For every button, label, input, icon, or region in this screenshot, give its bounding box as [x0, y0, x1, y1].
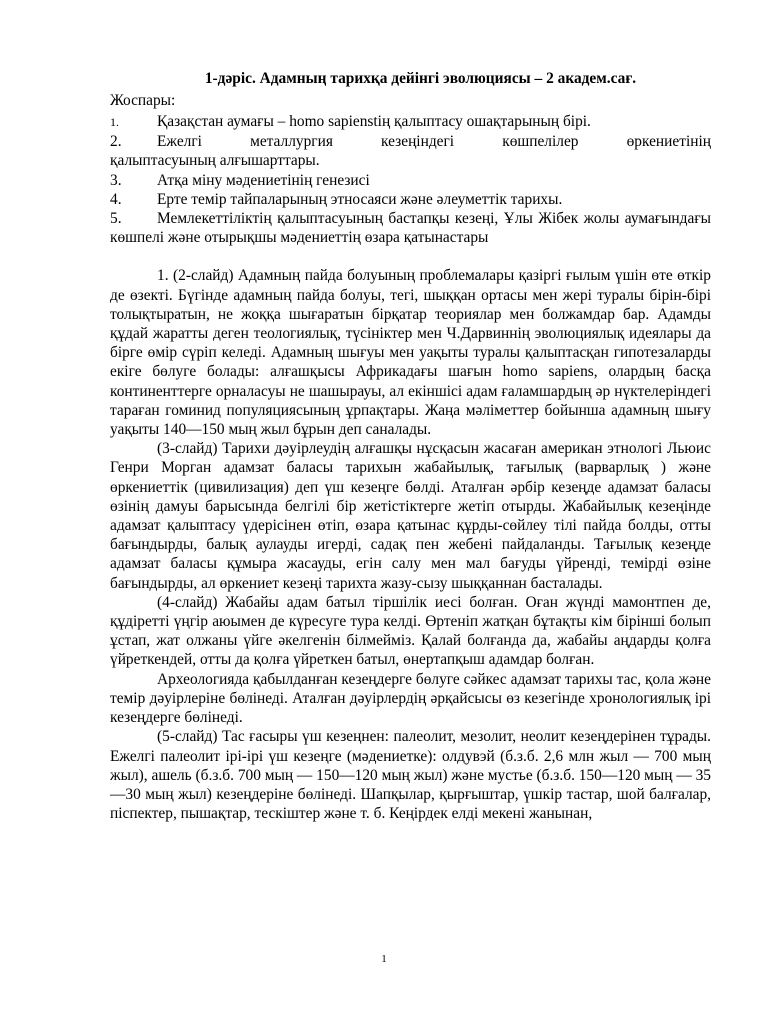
body-paragraph: Археологияда қабылданған кезеңдерге бөлуге сәйкес адамзат тарихы тас, қола және темір дәуірлеріне бөлінеді. Аталған дәуірлердің әрқайсысы өз кезегінде хронологиялық ірі кезеңдерге бөлінеді. [110, 670, 711, 727]
plan-heading: Жоспары: [110, 92, 176, 109]
plan-item-continuation [110, 151, 711, 170]
page-number: 1 [381, 953, 387, 965]
plan-item-number: 3. [110, 171, 122, 189]
plan-item-text: Ерте темір тайпаларының этносаяси және әлеуметтік тарихы. [157, 190, 563, 208]
body-paragraph: 1. (2-слайд) Адамның пайда болуының проблемалары қазіргі ғылым үшін өте өткір де өзекті. Бүгінде адамның пайда болуы, тегі, шыққан ортасы мен жері туралы бірін-бірі толықтыратын, не жоққа шығаратын бірқатар теориялар мен болжамдар бар. Адамды құдай жаратты деген теологиялық, түсініктер мен Ч.Дарвиннің эволюциялық идеялары да бірге өмір сүріп келеді. Адамның шығуы мен уақыты туралы қалыптасқан гипотезаларды екіге бөлуге болады: алғашқысы Африкадағы шағын homo sapiens, олардың басқа континенттерге орналасуы не шашырауы, ал екіншісі адам ғаламшардың әр нүктелеріндегі тараған гоминид популяциясының ұрпақтары. Жаңа мәліметтер бойынша адамның шығу уақыты 140—150 мың жыл бұрын деп саналады. [110, 267, 711, 439]
plan-item-text: Атқа міну мәдениетінің генезисі [157, 171, 370, 189]
plan-item-number: 2. [110, 133, 122, 151]
spacer [110, 247, 711, 266]
body-paragraph: (4-слайд) Жабайы адам батыл тіршілік иесі болған. Оған жүнді мамонтпен де, құдіретті үңгір аюымен де күресуге тура келді. Өртеніп жатқан бұтақты кім бірінші болып ұстап, жат олжаны үйге әкелгенін білмейміз. Қалай болғанда да, жабайы аңдарды қолға үйреткендей, отты да қолға үйреткен батыл, өнертапқыш адамдар болған. [110, 593, 711, 669]
plan-item-text: Ежелгі металлургия кезеңіндегі көшпелілер өркениетінің [157, 133, 711, 151]
plan-item-number: 5. [110, 210, 122, 228]
plan-item [110, 190, 711, 209]
plan-item-text: Қазақстан аумағы – homo sapienstің қалыптасу ошақтарының бірі. [157, 113, 591, 130]
plan-item-text: Мемлекеттіліктің қалыптасуының бастапқы кезеңі, Ұлы Жібек жолы аумағындағы көшпелі және отырықшы мәдениеттің өзара қатынастары [110, 210, 711, 247]
body-paragraph: (5-слайд) Тас ғасыры үш кезеңнен: палеолит, мезолит, неолит кезеңдерінен тұрады. Ежелгі палеолит ірі-ірі үш кезеңге (мәдениетке): олдувэй (б.з.б. 2,6 млн жыл — 700 мың жыл), ашель (б.з.б. 700 мың — 150—120 мың жыл) және мустье (б.з.б. 150—120 мың — 35—30 мың жыл) кезеңдеріне бөлінеді. Шапқылар, қырғыштар, үшкір тастар, шой балғалар, піспектер, пышақтар, тескіштер және т. б. Кеңірдек елді мекені жанынан, [110, 728, 711, 823]
plan-item [110, 112, 711, 132]
plan-item [110, 132, 711, 151]
plan-item-text: қалыптасуының алғышарттары. [110, 152, 320, 170]
plan-item-number: 1. [110, 115, 119, 129]
plan-item [110, 209, 711, 247]
body-paragraph: (3-слайд) Тарихи дәуірлеудің алғашқы нұсқасын жасаған американ этнологі Льюис Генри Морган адамзат баласы тарихын жабайылық, тағылық (варварлық ) және өркениеттік (цивилизация) деп үш кезеңге бөлді. Аталған әрбір кезеңде адамзат баласы өзінің дамуы барысында белгілі бір жетістіктерге жетіп отырды. Жабайылық кезеңінде адамзат қалыптасу үдерісінен өтіп, өзара қатынас құрды-сөйлеу тілі пайда болды, отты бағындырды, балық аулауды игерді, садақ пен жебені пайдаланды. Тағылық кезеңде адамзат баласы құмыра жасауды, егін салу мен мал бағуды үйренді, темірді өзіне бағындырды, ал өркениет кезеңі тарихта жазу-сызу шыққаннан басталады. [110, 440, 711, 592]
document-title: 1-дәріс. Адамның тарихқа дейінгі эволюциясы – 2 академ.сағ. [204, 70, 637, 87]
plan-item [110, 171, 711, 190]
plan-item-number: 4. [110, 190, 122, 208]
